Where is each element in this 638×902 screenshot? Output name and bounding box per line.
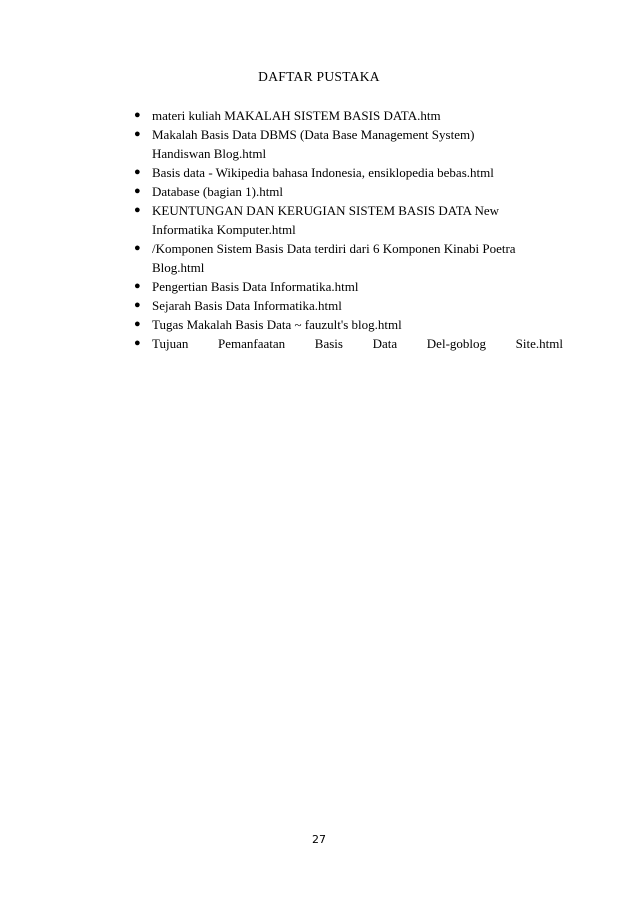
bullet-icon: ● (134, 242, 141, 254)
bullet-icon: ● (134, 280, 141, 292)
reference-word: Site.html (515, 336, 563, 351)
list-item (130, 125, 565, 163)
list-item (130, 277, 565, 296)
reference-text: materi kuliah MAKALAH SISTEM BASIS DATA.htm (152, 108, 441, 123)
reference-text: Basis data - Wikipedia bahasa Indonesia, ensiklopedia bebas.html (152, 165, 494, 180)
bullet-icon: ● (134, 166, 141, 178)
list-item (130, 334, 565, 353)
reference-word: Del-goblog (426, 336, 487, 351)
bullet-icon: ● (134, 299, 141, 311)
reference-word: Basis (314, 336, 343, 351)
reference-word: Pemanfaatan (218, 336, 286, 351)
page-title: DAFTAR PUSTAKA (258, 69, 380, 84)
reference-text: Sejarah Basis Data Informatika.html (152, 298, 342, 313)
page-number: 27 (312, 833, 326, 846)
reference-text-continued: Informatika Komputer.html (152, 222, 296, 237)
list-item (130, 182, 565, 201)
bibliography-list (130, 106, 565, 353)
list-item (130, 163, 565, 182)
bullet-icon: ● (134, 318, 141, 330)
reference-text: /Komponen Sistem Basis Data terdiri dari 6 Komponen Kinabi Poetra (152, 241, 516, 256)
list-item (130, 296, 565, 315)
list-item (130, 106, 565, 125)
reference-text: Makalah Basis Data DBMS (Data Base Management System) (152, 127, 475, 142)
reference-text: Database (bagian 1).html (152, 184, 284, 199)
reference-text: Pengertian Basis Data Informatika.html (152, 279, 359, 294)
list-item (130, 201, 565, 239)
reference-text: Tugas Makalah Basis Data ~ fauzult's blog.html (152, 317, 402, 332)
list-item (130, 239, 565, 277)
bullet-icon: ● (134, 128, 141, 140)
list-item (130, 315, 565, 334)
reference-text-continued: Blog.html (152, 260, 205, 275)
bullet-icon: ● (134, 109, 141, 121)
bullet-icon: ● (134, 337, 141, 349)
reference-text-continued: Handiswan Blog.html (152, 146, 267, 161)
reference-word: Data (372, 336, 398, 351)
reference-word: Tujuan (152, 336, 189, 351)
bullet-icon: ● (134, 204, 141, 216)
reference-text: KEUNTUNGAN DAN KERUGIAN SISTEM BASIS DATA New (152, 203, 500, 218)
bullet-icon: ● (134, 185, 141, 197)
reference-text-justified (152, 334, 563, 353)
